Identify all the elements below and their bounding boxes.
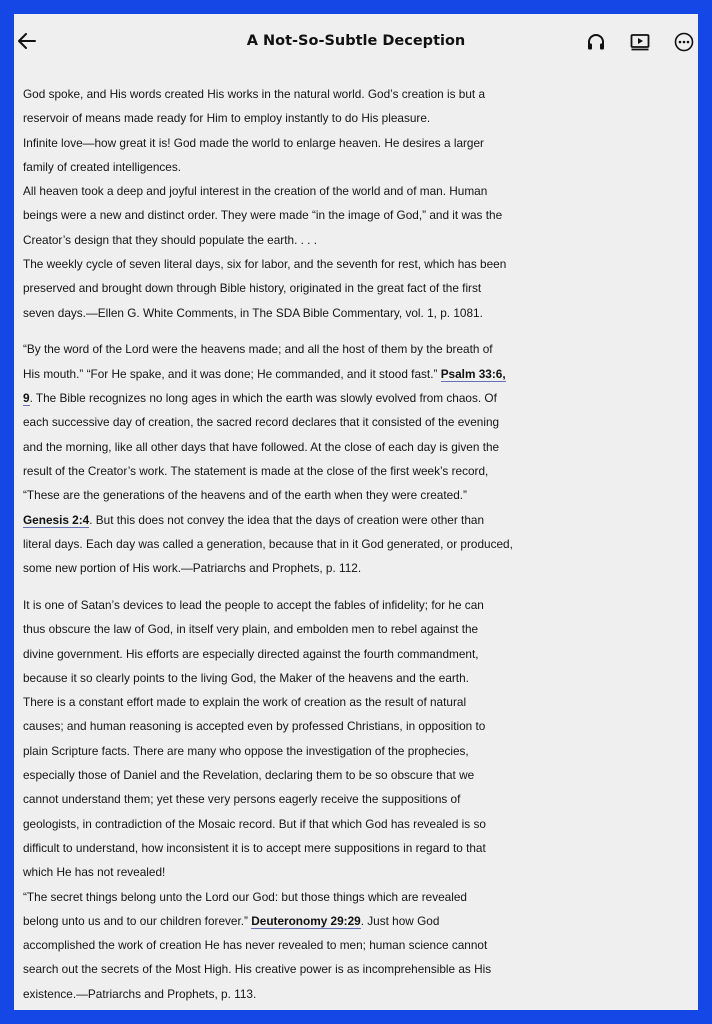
paragraph-1 xyxy=(23,82,693,325)
page-title: A Not-So-Subtle Deception xyxy=(246,33,466,49)
text-line: result of the Creator’s work. The statement is made at the close of the first week’s record, xyxy=(23,463,489,478)
text-line: God spoke, and His words created His works in the natural world. God’s creation is but a xyxy=(23,87,486,101)
text-line xyxy=(23,386,693,410)
deuteronomy-29-29-link[interactable]: Deuteronomy 29:29 xyxy=(251,913,361,928)
text-line: because it so clearly points to the living God, the Maker of the heavens and the earth. xyxy=(23,670,469,685)
text-line: which He has not revealed! xyxy=(23,865,166,880)
paragraph-3 xyxy=(23,593,693,1006)
text-line: especially those of Daniel and the Revelation, declaring them to be so obscure that we xyxy=(23,768,475,783)
text-line: thus obscure the law of God, in itself very plain, and embolden men to rebel against the xyxy=(23,622,479,637)
text-line: It is one of Satan’s devices to lead the people to accept the fables of infidelity; for he can xyxy=(23,597,484,612)
text-line: causes; and human reasoning is accepted even by professed Christians, in opposition to xyxy=(23,719,486,734)
text-span: His mouth.” “For He spake, and it was done; He commanded, and it stood fast.” xyxy=(23,366,441,381)
text-line xyxy=(23,909,693,933)
paragraph-2 xyxy=(23,337,693,580)
text-line: plain Scripture facts. There are many who oppose the investigation of the prophecies, xyxy=(23,743,469,758)
text-line: “By the word of the Lord were the heavens made; and all the host of them by the breath of xyxy=(23,342,493,357)
text-line: Infinite love—how great it is! God made the world to enlarge heaven. He desires a larger xyxy=(23,135,484,150)
text-line: and the morning, like all other days that have followed. At the close of each day is given the xyxy=(23,439,500,454)
psalm-33-6-9-link[interactable]: Psalm 33:6, xyxy=(440,366,506,381)
text-line: literal days. Each day was called a generation, because that in it God generated, or produced, xyxy=(23,536,513,551)
text-line: beings were a new and distinct order. They were made “in the image of God,” and it was the xyxy=(23,208,503,223)
text-span: . The Bible recognizes no long ages in which the earth was slowly evolved from chaos. Of xyxy=(29,391,497,406)
text-span: . But this does not convey the idea that the days of creation were other than xyxy=(89,512,485,527)
text-line: Creator’s design that they should populate the earth. . . . xyxy=(23,232,318,247)
back-arrow-icon[interactable] xyxy=(16,30,38,52)
text-line: There is a constant effort made to explain the work of creation as the result of natural xyxy=(23,695,467,710)
text-span: belong unto us and to our children forever.” xyxy=(23,913,252,928)
text-line: family of created intelligences. xyxy=(23,159,182,174)
headphones-icon[interactable] xyxy=(585,31,607,53)
text-line: divine government. His efforts are especially directed against the fourth commandment, xyxy=(23,646,479,661)
genesis-2-4-link[interactable]: Genesis 2:4 xyxy=(23,512,90,527)
text-line: reservoir of means made ready for Him to employ instantly to do His pleasure. xyxy=(23,111,431,126)
reader-window xyxy=(14,14,698,1010)
text-line: accomplished the work of creation He has never revealed to men; human science cannot xyxy=(23,938,488,953)
text-line: cannot understand them; yet these very persons eagerly receive the suppositions of xyxy=(23,792,461,807)
text-line: each successive day of creation, the sacred record declares that it consisted of the evening xyxy=(23,415,500,430)
text-line: geologists, in contradiction of the Mosaic record. But if that which God has revealed is so xyxy=(23,816,486,831)
play-video-icon[interactable] xyxy=(629,31,651,53)
top-bar xyxy=(14,14,698,66)
text-line xyxy=(23,508,693,532)
article-body xyxy=(23,82,693,1010)
text-line: “The secret things belong unto the Lord our God: but those things which are revealed xyxy=(23,889,467,904)
text-line: difficult to understand, how inconsistent it is to accept mere suppositions in regard to that xyxy=(23,840,486,855)
text-line: “These are the generations of the heavens and of the earth when they were created.” xyxy=(23,488,467,503)
text-line: existence.—Patriarchs and Prophets, p. 113. xyxy=(23,986,257,1001)
text-line: some new portion of His work.—Patriarchs and Prophets, p. 112. xyxy=(23,561,362,576)
text-line xyxy=(23,362,693,386)
psalm-33-6-9-link-cont[interactable]: 9 xyxy=(23,391,30,406)
text-line: All heaven took a deep and joyful interest in the creation of the world and of man. Human xyxy=(23,184,488,199)
text-line: search out the secrets of the Most High. His creative power is as incomprehensible as His xyxy=(23,962,492,977)
text-line: seven days.—Ellen G. White Comments, in The SDA Bible Commentary, vol. 1, p. 1081. xyxy=(23,305,483,320)
text-line: The weekly cycle of seven literal days, six for labor, and the seventh for rest, which has been xyxy=(23,257,507,272)
more-options-icon[interactable] xyxy=(673,31,695,53)
text-span: . Just how God xyxy=(360,913,440,928)
text-line: preserved and brought down through Bible history, originated in the great fact of the first xyxy=(23,281,482,296)
